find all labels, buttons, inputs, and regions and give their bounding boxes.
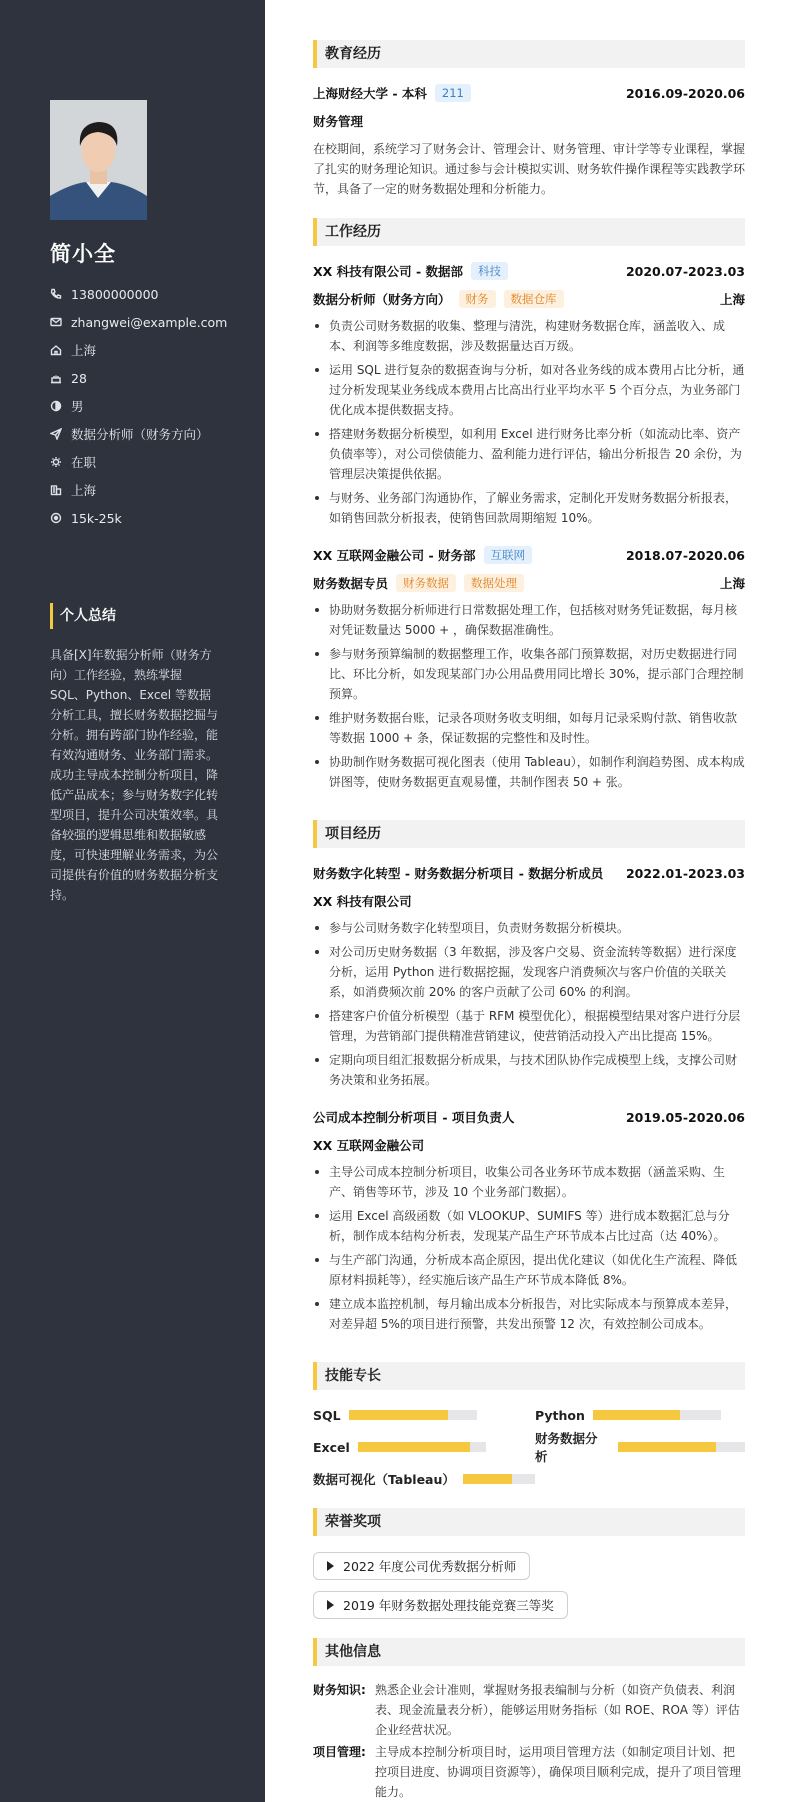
education-major-row: [313, 111, 745, 131]
skills-heading: 技能专长: [313, 1362, 745, 1390]
info-location: [50, 336, 227, 364]
list-item: 负责公司财务数据的收集、整理与清洗，构建财务数据仓库，涵盖收入、成本、利润等多维度数据，涉及数据量达百万级。: [313, 316, 745, 356]
job-1-role: 数据分析师（财务方向）: [313, 292, 451, 307]
email-text: zhangwei@example.com: [71, 314, 228, 330]
list-item: 参与财务预算编制的数据整理工作，收集各部门预算数据，对历史数据进行同比、环比分析，如发现某部门办公用品费用同比增长 30%，提示部门合理控制预算。: [313, 644, 745, 704]
work-city-text: 上海: [71, 483, 97, 498]
skill-visualization: [313, 1469, 535, 1489]
skill-name: SQL: [313, 1407, 341, 1423]
job-2-skill-tag: 财务数据: [396, 574, 456, 592]
project-1-name: 财务数字化转型 - 财务数据分析项目 - 数据分析成员: [313, 866, 604, 881]
contact-info-list: [50, 280, 227, 532]
education-header: [313, 83, 745, 103]
award-text: 2019 年财务数据处理技能竞赛三等奖: [343, 1598, 554, 1613]
home-icon: [50, 344, 62, 356]
job-1-industry-tag: 科技: [471, 262, 508, 280]
info-status: [50, 448, 227, 476]
other-label: 项目管理:: [313, 1745, 366, 1759]
list-item: 定期向项目组汇报数据分析成果，与技术团队协作完成模型上线，支撑公司财务决策和业务拓展。: [313, 1050, 745, 1090]
skill-name: 财务数据分析: [535, 1431, 598, 1464]
info-gender: [50, 392, 227, 420]
list-item: 运用 Excel 高级函数（如 VLOOKUP、SUMIFS 等）进行成本数据汇总与分析，制作成本结构分析表，发现某产品生产环节成本占比过高（达 40%）。: [313, 1206, 745, 1246]
other-item-finance: [313, 1680, 745, 1740]
list-item: 运用 SQL 进行复杂的数据查询与分析，如对各业务线的成本费用占比分析，通过分析发现某业务线成本费用占比高出行业平均水平 5 个百分点，为业务部门优化成本提供数据支持。: [313, 360, 745, 420]
job-2-role-row: [313, 573, 745, 593]
list-item: 协助财务数据分析师进行日常数据处理工作，包括核对财务凭证数据，每月核对凭证数量达 5000 + ，确保数据准确性。: [313, 600, 745, 640]
skill-sql: [313, 1405, 477, 1425]
job-2-industry-tag: 互联网: [484, 546, 533, 564]
mail-icon: [50, 316, 62, 328]
project-2-name: 公司成本控制分析项目 - 项目负责人: [313, 1110, 515, 1125]
skill-bar: [463, 1474, 535, 1484]
job-1-role-row: [313, 289, 745, 309]
info-target-position: [50, 420, 227, 448]
other-label: 财务知识:: [313, 1683, 366, 1697]
award-item[interactable]: [313, 1591, 568, 1619]
honors-heading: 荣誉奖项: [313, 1508, 745, 1536]
other-text: 主导成本控制分析项目时，运用项目管理方法（如制定项目计划、把控项目进度、协调项目资源等），确保项目顺利完成，提升了项目管理能力。: [375, 1745, 742, 1799]
skill-bar: [349, 1410, 477, 1420]
job-2-header: [313, 545, 745, 565]
list-item: 建立成本监控机制，每月输出成本分析报告，对比实际成本与预算成本差异，对差异超 5%的项目进行预警，共发出预警 12 次，有效控制公司成本。: [313, 1294, 745, 1334]
skill-bar-fill: [463, 1474, 512, 1484]
job-1-city: 上海: [719, 292, 745, 307]
list-item: 与生产部门沟通，分析成本高企原因，提出优化建议（如优化生产流程、降低原材料损耗等），经实施后该产品生产环节成本降低 8%。: [313, 1250, 745, 1290]
skill-bar-fill: [358, 1442, 471, 1452]
project-2-org-row: [313, 1135, 745, 1155]
candidate-name: 简小全: [50, 242, 116, 266]
portrait-image: [50, 100, 147, 220]
project-2-org: XX 互联网金融公司: [313, 1138, 425, 1153]
list-item: 搭建客户价值分析模型（基于 RFM 模型优化），根据模型结果对客户进行分层管理，为营销部门提供精准营销建议，使营销活动投入产出比提高 15%。: [313, 1006, 745, 1046]
send-icon: [50, 428, 62, 440]
other-item-project-mgmt: [313, 1742, 745, 1802]
building-icon: [50, 484, 62, 496]
info-salary: [50, 504, 227, 532]
job-2-city: 上海: [719, 576, 745, 591]
school-name: 上海财经大学 - 本科: [313, 86, 427, 101]
status-icon: [50, 456, 62, 468]
work-heading: 工作经历: [313, 218, 745, 246]
skill-name: Python: [535, 1407, 585, 1423]
job-1-date: 2020.07-2023.03: [625, 263, 745, 279]
projects-heading: 项目经历: [313, 820, 745, 848]
list-item: 维护财务数据台账，记录各项财务收支明细，如每月记录采购付款、销售收款等数据 1000 + 条，保证数据的完整性和及时性。: [313, 708, 745, 748]
status-text: 在职: [71, 455, 97, 470]
project-1-org-row: [313, 891, 745, 911]
play-icon: [327, 1561, 334, 1571]
info-work-city: [50, 476, 227, 504]
info-email: [50, 308, 227, 336]
job-1-skill-tag: 数据仓库: [504, 290, 564, 308]
project-2-header: [313, 1107, 745, 1127]
job-1-company: XX 科技有限公司 - 数据部: [313, 264, 464, 279]
skill-bar-fill: [349, 1410, 449, 1420]
award-item[interactable]: [313, 1552, 530, 1580]
info-age: [50, 364, 227, 392]
avatar: [50, 100, 147, 220]
play-icon: [327, 1600, 334, 1610]
skill-bar: [358, 1442, 486, 1452]
job-1-skill-tag: 财务: [459, 290, 496, 308]
skill-python: [535, 1405, 721, 1425]
major: 财务管理: [313, 114, 364, 129]
location-text: 上海: [71, 343, 97, 358]
education-date: 2016.09-2020.06: [625, 85, 745, 101]
salary-icon: [50, 512, 62, 524]
salary-text: 15k-25k: [71, 510, 122, 526]
list-item: 对公司历史财务数据（3 年数据，涉及客户交易、资金流转等数据）进行深度分析，运用 Python 进行数据挖掘，发现客户消费频次与客户价值的关联关系，如消费频次前 20% 的客户贡献了公司 60% 的利润。: [313, 942, 745, 1002]
list-item: 参与公司财务数字化转型项目，负责财务数据分析模块。: [313, 918, 745, 938]
project-1-org: XX 科技有限公司: [313, 894, 412, 909]
project-2-date: 2019.05-2020.06: [625, 1109, 745, 1125]
sidebar: [0, 0, 265, 1802]
skill-excel: [313, 1437, 486, 1457]
project-1-header: [313, 863, 745, 883]
list-item: 主导公司成本控制分析项目，收集公司各业务环节成本数据（涵盖采购、生产、销售等环节，涉及 10 个业务部门数据）。: [313, 1162, 745, 1202]
project-2-bullets: [313, 1162, 745, 1338]
job-2-role: 财务数据专员: [313, 576, 389, 591]
skill-bar: [593, 1410, 721, 1420]
target-position-text: 数据分析师（财务方向）: [71, 427, 209, 442]
other-text: 熟悉企业会计准则，掌握财务报表编制与分析（如资产负债表、利润表、现金流量表分析），能够运用财务指标（如 ROE、ROA 等）评估企业经营状况。: [375, 1683, 740, 1737]
project-1-bullets: [313, 918, 745, 1094]
skill-bar-fill: [593, 1410, 680, 1420]
school-tag: 211: [435, 84, 471, 102]
skill-name: 数据可视化（Tableau）: [313, 1472, 455, 1487]
summary-text: 具备[X]年数据分析师（财务方向）工作经验，熟练掌握 SQL、Python、Excel 等数据分析工具，擅长财务数据挖掘与分析。拥有跨部门协作经验，能有效沟通财务、业务部门需求。成功主导成本控制分析项目，降低产品成本；参与财务数字化转型项目，提升公司决策效率。具备较强的逻辑思维和数据敏感度，可快速理解业务需求，为公司提供有价值的财务数据分析支持。: [50, 648, 219, 902]
age-icon: [50, 372, 62, 384]
job-2-skill-tag: 数据处理: [464, 574, 524, 592]
education-heading: 教育经历: [313, 40, 745, 68]
education-description: 在校期间，系统学习了财务会计、管理会计、财务管理、审计学等专业课程，掌握了扎实的财务理论知识。通过参与会计模拟实训、财务软件操作课程等实践教学环节，具备了一定的财务数据处理和分析能力。: [313, 142, 746, 196]
project-1-date: 2022.01-2023.03: [625, 865, 745, 881]
age-text: 28: [71, 370, 87, 386]
skill-bar: [618, 1442, 745, 1452]
skill-name: Excel: [313, 1439, 350, 1455]
skill-bar-fill: [618, 1442, 716, 1452]
info-phone: [50, 280, 227, 308]
award-text: 2022 年度公司优秀数据分析师: [343, 1559, 517, 1574]
gender-icon: [50, 400, 62, 412]
phone-icon: [50, 288, 62, 300]
list-item: 搭建财务数据分析模型，如利用 Excel 进行财务比率分析（如流动比率、资产负债率等），对公司偿债能力、盈利能力进行评估，输出分析报告 20 余份，为管理层决策提供依据。: [313, 424, 745, 484]
gender-text: 男: [71, 399, 84, 414]
list-item: 协助制作财务数据可视化图表（使用 Tableau），如制作利润趋势图、成本构成饼图等，使财务数据更直观易懂，共制作图表 50 + 张。: [313, 752, 745, 792]
job-1-bullets: [313, 316, 745, 532]
job-2-bullets: [313, 600, 745, 796]
list-item: 与财务、业务部门沟通协作，了解业务需求，定制化开发财务数据分析报表，如销售回款分析报表，使销售回款周期缩短 10%。: [313, 488, 745, 528]
job-2-date: 2018.07-2020.06: [625, 547, 745, 563]
other-heading: 其他信息: [313, 1638, 745, 1666]
phone-text: 13800000000: [71, 286, 159, 302]
job-2-company: XX 互联网金融公司 - 财务部: [313, 548, 476, 563]
summary-heading: 个人总结: [50, 603, 116, 629]
job-1-header: [313, 261, 745, 281]
skill-financial-analysis: [535, 1431, 745, 1464]
